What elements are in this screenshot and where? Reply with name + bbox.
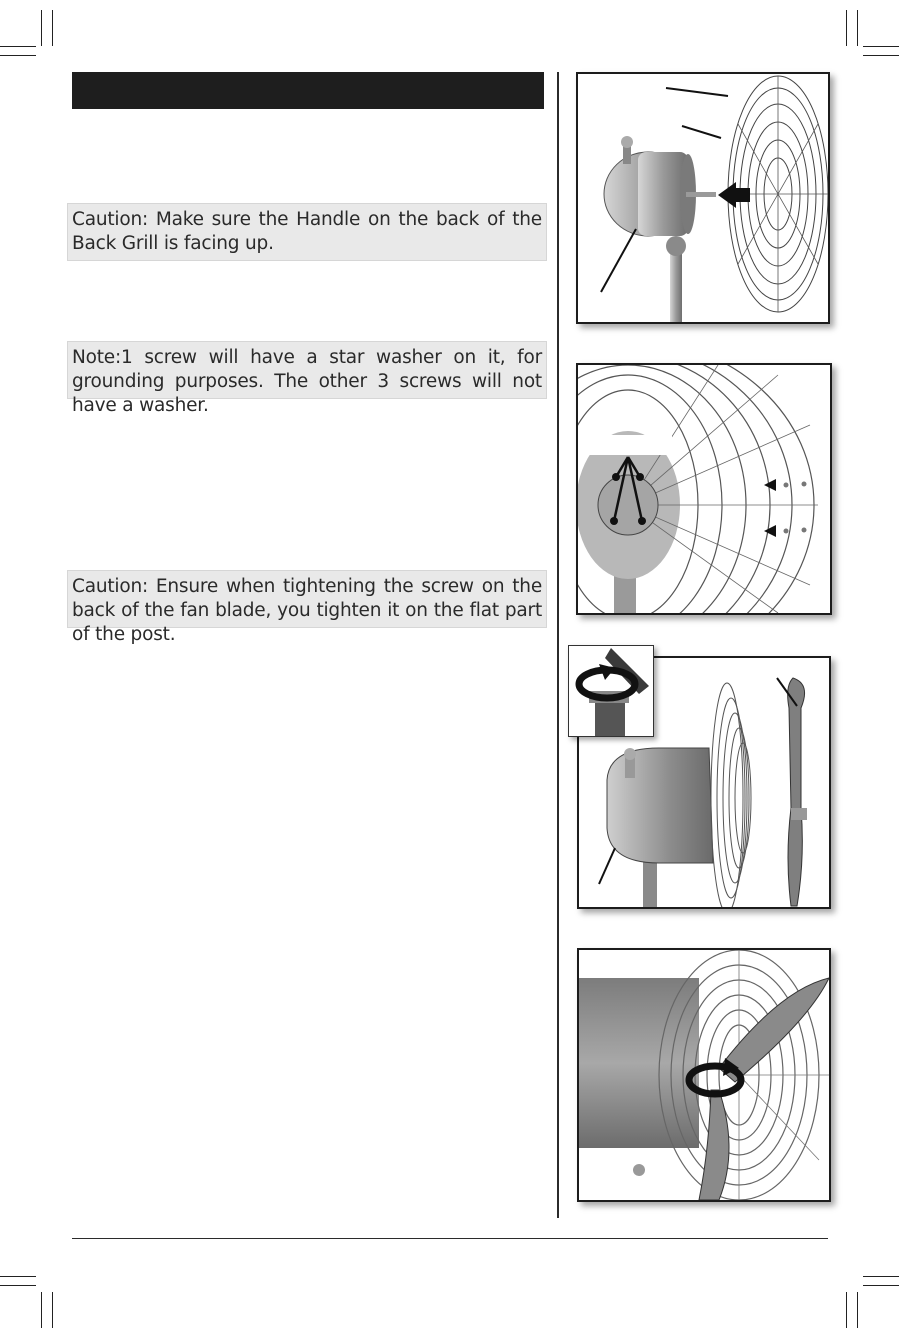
crop-mark: [0, 46, 36, 47]
crop-mark: [0, 55, 36, 56]
crop-mark: [863, 1285, 899, 1286]
column-divider: [557, 72, 559, 1218]
footer-rule: [72, 1238, 828, 1239]
crop-mark: [41, 10, 42, 46]
crop-mark: [857, 10, 858, 46]
figure-blade-tighten: [577, 948, 831, 1202]
caution-back-grill-box: [67, 203, 547, 261]
crop-mark: [0, 1276, 36, 1277]
section-header-bar: [72, 72, 544, 109]
crop-mark: [863, 46, 899, 47]
note-star-washer-text: Note:1 screw will have a star washer on it, for grounding purposes. The other 3 screws will not have a washer.: [72, 347, 542, 416]
crop-mark: [846, 10, 847, 46]
fan-grill-screws-illustration: [578, 365, 830, 613]
crop-mark: [857, 1292, 858, 1328]
rotate-arrow-icon: [569, 646, 653, 736]
figure-grill-screws: [576, 363, 832, 615]
crop-mark: [0, 1285, 36, 1286]
caution-back-grill-text: Caution: Make sure the Handle on the back of the Back Grill is facing up.: [72, 209, 542, 254]
fan-blade-tighten-illustration: [579, 950, 829, 1200]
crop-mark: [41, 1292, 42, 1328]
crop-mark: [846, 1292, 847, 1328]
figure-blade-attach-inset: [568, 645, 654, 737]
caution-fan-blade-box: [67, 570, 547, 645]
fan-back-grill-illustration: [578, 74, 828, 322]
note-star-washer-box: [67, 341, 547, 416]
crop-mark: [863, 55, 899, 56]
crop-mark: [52, 1292, 53, 1328]
crop-mark: [863, 1276, 899, 1277]
caution-fan-blade-text: Caution: Ensure when tightening the screw on the back of the fan blade, you tighten it on the flat part of the post.: [72, 576, 542, 645]
crop-mark: [52, 10, 53, 46]
figure-back-grill-attach: [576, 72, 830, 324]
